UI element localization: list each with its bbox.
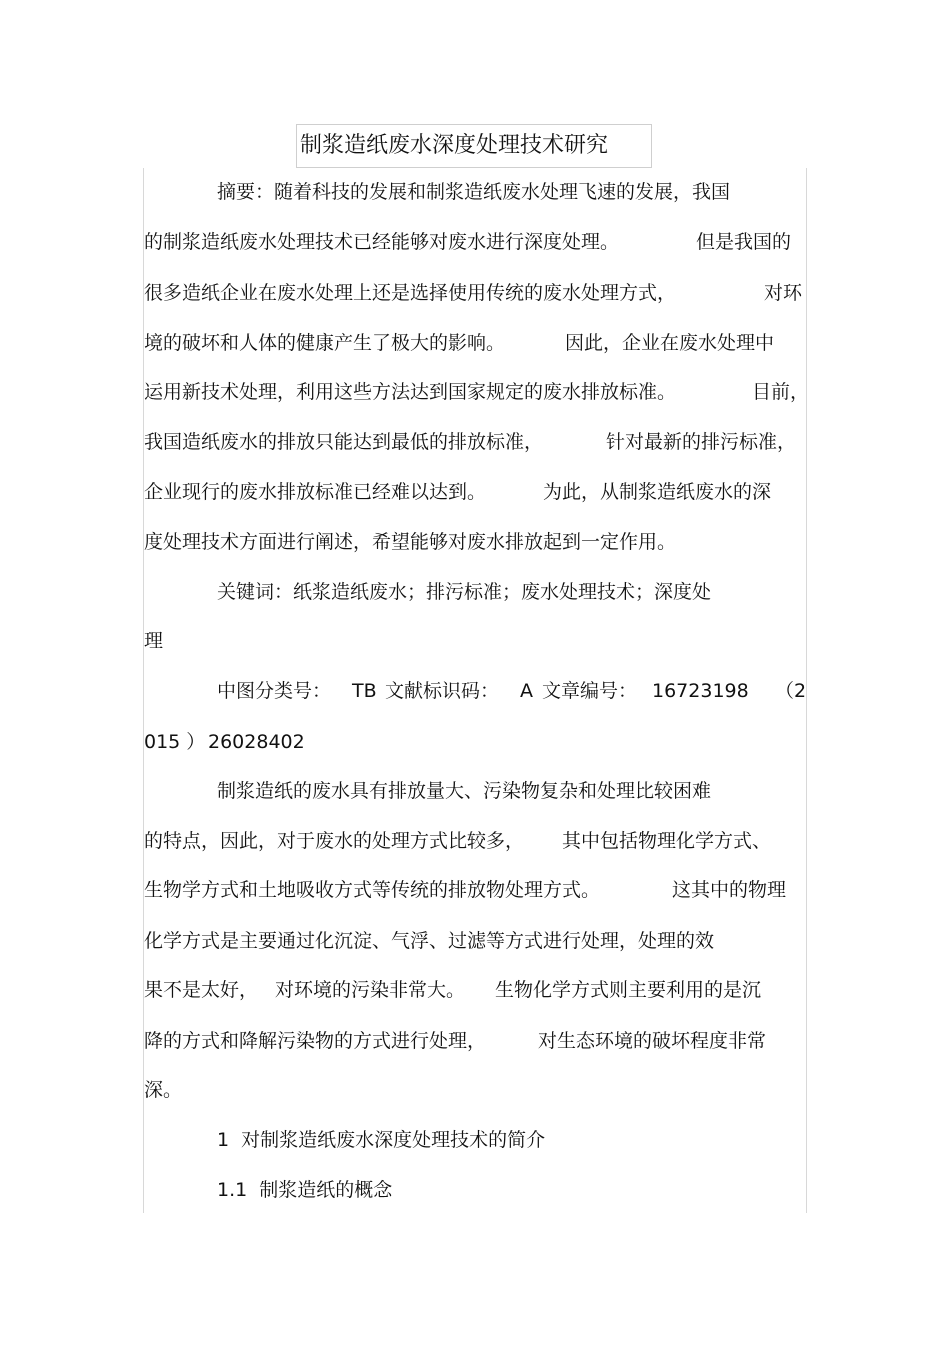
- keywords-line: 理: [144, 630, 164, 652]
- body-line: 制浆造纸的废水具有排放量大、污染物复杂和处理比较困难: [217, 780, 712, 802]
- clc-value: TB: [352, 680, 377, 702]
- body-line: 果不是太好，: [144, 979, 259, 1001]
- abstract-line: 因此，企业在废水处理中: [565, 332, 775, 354]
- abstract-line: 企业现行的废水排放标准已经难以达到。: [144, 481, 487, 503]
- article-tail: 26028402: [208, 731, 305, 753]
- body-line: 对生态环境的破坏程度非常: [538, 1030, 767, 1052]
- body-line: 深。: [144, 1079, 183, 1101]
- abstract-line: 度处理技术方面进行阐述，希望能够对废水排放起到一定作用。: [144, 531, 677, 553]
- clc-label: 中图分类号：: [217, 680, 332, 702]
- body-line: 对环境的污染非常大。: [275, 979, 466, 1001]
- abstract-line: 为此，从制浆造纸废水的深: [543, 481, 772, 503]
- abstract-line: 很多造纸企业在废水处理上还是选择使用传统的废水处理方式，: [144, 282, 677, 304]
- doc-code-value: A: [520, 680, 533, 702]
- body-line: 降的方式和降解污染物的方式进行处理，: [144, 1030, 487, 1052]
- abstract-line: 的制浆造纸废水处理技术已经能够对废水进行深度处理。: [144, 231, 620, 253]
- keywords-line: 关键词：纸浆造纸废水；排污标准；废水处理技术；深度处: [217, 581, 712, 603]
- abstract-line: 针对最新的排污标准，: [606, 431, 797, 453]
- doc-code-label: 文献标识码：: [385, 680, 500, 702]
- body-line: 化学方式是主要通过化沉淀、气浮、过滤等方式进行处理，处理的效: [144, 930, 715, 952]
- body-line: 生物化学方式则主要利用的是沉: [495, 979, 762, 1001]
- year-part: 015 ）: [144, 731, 206, 753]
- article-no-value: 16723198: [652, 680, 749, 702]
- section-heading: 1 对制浆造纸废水深度处理技术的简介: [217, 1129, 546, 1151]
- article-no-label: 文章编号：: [542, 680, 638, 702]
- document-title: 制浆造纸废水深度处理技术研究: [300, 133, 609, 158]
- abstract-line: 目前，: [752, 381, 810, 403]
- body-line: 这其中的物理: [672, 879, 787, 901]
- abstract-line: 运用新技术处理，利用这些方法达到国家规定的废水排放标准。: [144, 381, 677, 403]
- abstract-line: 境的破坏和人体的健康产生了极大的影响。: [144, 332, 506, 354]
- year-part: （2: [775, 680, 807, 702]
- abstract-line: 但是我国的: [696, 231, 792, 253]
- abstract-line: 摘要：随着科技的发展和制浆造纸废水处理飞速的发展，我国: [217, 181, 731, 203]
- body-line: 的特点，因此，对于废水的处理方式比较多，: [144, 830, 525, 852]
- body-line: 其中包括物理化学方式、: [562, 830, 772, 852]
- abstract-line: 我国造纸废水的排放只能达到最低的排放标准，: [144, 431, 544, 453]
- subsection-heading: 1.1 制浆造纸的概念: [217, 1179, 393, 1201]
- body-line: 生物学方式和土地吸收方式等传统的排放物处理方式。: [144, 879, 601, 901]
- abstract-line: 对环: [764, 282, 803, 304]
